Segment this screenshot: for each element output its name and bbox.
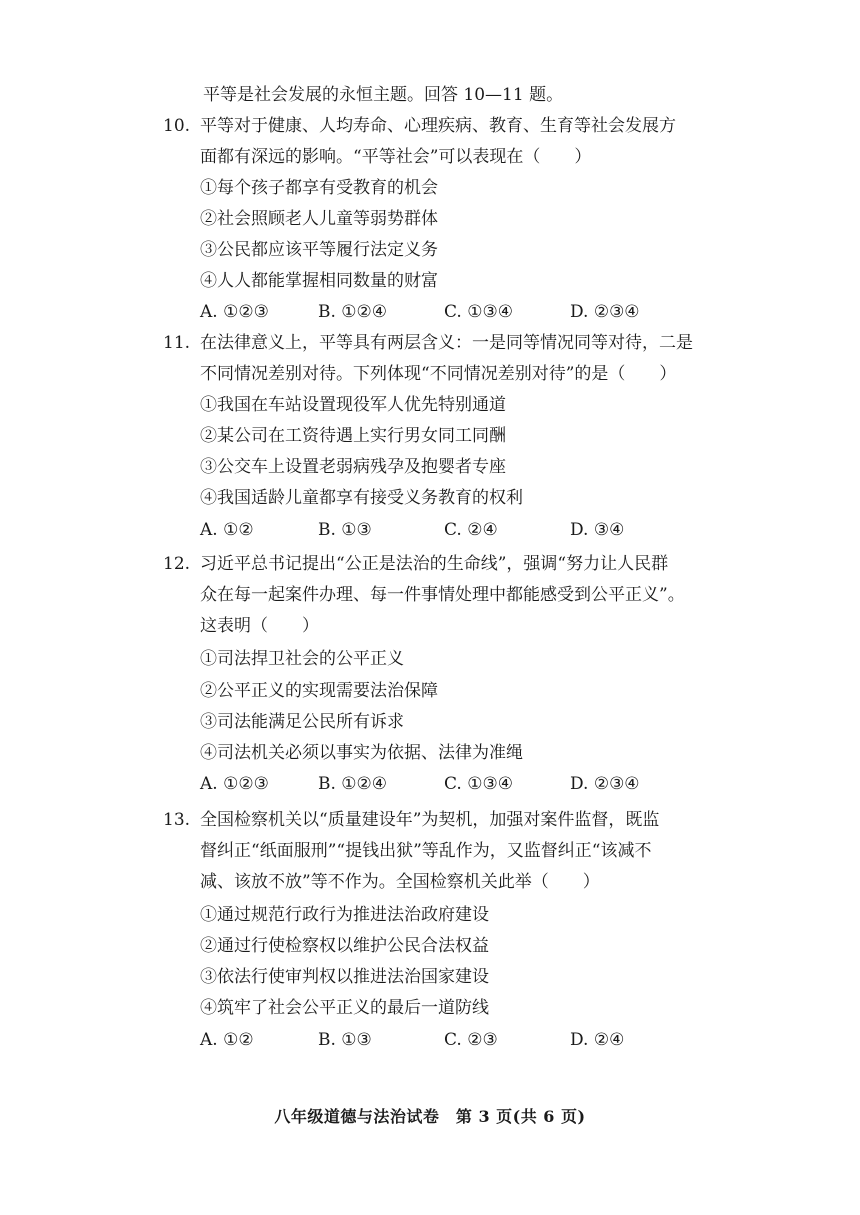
option-d: D. ②③④ <box>570 302 640 322</box>
statement: ①通过规范行政行为推进法治政府建设 <box>200 905 489 925</box>
statement: ②通过行使检察权以维护公民合法权益 <box>200 936 489 956</box>
answer-options <box>0 1029 860 1051</box>
question-stem: 众在每一起案件办理、每一件事情处理中都能感受到公平正义”。 <box>200 585 685 605</box>
statement: ③公民都应该平等履行法定义务 <box>200 240 438 260</box>
statement: ①每个孩子都享有受教育的机会 <box>200 178 438 198</box>
option-b: B. ①③ <box>318 520 372 540</box>
answer-options <box>0 773 860 795</box>
question-stem: 平等对于健康、人均寿命、心理疾病、教育、生育等社会发展方 <box>200 116 676 136</box>
question-stem: 全国检察机关以“质量建设年”为契机，加强对案件监督，既监 <box>200 810 660 830</box>
statement: ④筑牢了社会公平正义的最后一道防线 <box>200 998 489 1018</box>
option-c: C. ①③④ <box>444 302 513 322</box>
option-a: A. ①②③ <box>200 302 269 322</box>
question-stem: 不同情况差别对待。下列体现“不同情况差别对待”的是（ ） <box>200 364 677 384</box>
statement: ④人人都能掌握相同数量的财富 <box>200 271 438 291</box>
option-b: B. ①③ <box>318 1030 372 1050</box>
page-footer: 八年级道德与法治试卷 第 3 页(共 6 页) <box>274 1107 586 1126</box>
question-number: 13. <box>163 810 191 830</box>
option-a: A. ①② <box>200 520 254 540</box>
option-b: B. ①②④ <box>318 302 388 322</box>
option-d: D. ②③④ <box>570 774 640 794</box>
question-number: 10. <box>163 116 191 136</box>
statement: ④我国适龄儿童都享有接受义务教育的权利 <box>200 488 523 508</box>
section-intro: 平等是社会发展的永恒主题。回答 10—11 题。 <box>203 85 564 105</box>
statement: ③司法能满足公民所有诉求 <box>200 712 404 732</box>
question-stem: 在法律意义上，平等具有两层含义：一是同等情况同等对待，二是 <box>200 333 693 353</box>
option-c: C. ②③ <box>444 1030 498 1050</box>
statement: ②某公司在工资待遇上实行男女同工同酬 <box>200 426 506 446</box>
option-d: D. ③④ <box>570 520 625 540</box>
option-b: B. ①②④ <box>318 774 388 794</box>
statement: ④司法机关必须以事实为依据、法律为准绳 <box>200 743 523 763</box>
statement: ③公交车上设置老弱病残孕及抱婴者专座 <box>200 457 506 477</box>
statement: ②公平正义的实现需要法治保障 <box>200 681 438 701</box>
question-number: 12. <box>163 554 191 574</box>
question-stem: 习近平总书记提出“公正是法治的生命线”，强调“努力让人民群 <box>200 554 669 574</box>
statement: ②社会照顾老人儿童等弱势群体 <box>200 209 438 229</box>
option-c: C. ②④ <box>444 520 498 540</box>
statement: ①司法捍卫社会的公平正义 <box>200 649 404 669</box>
question-stem: 面都有深远的影响。“平等社会”可以表现在（ ） <box>200 147 592 167</box>
option-c: C. ①③④ <box>444 774 513 794</box>
question-number: 11. <box>163 333 191 353</box>
question-stem: 减、该放不放”等不作为。全国检察机关此举（ ） <box>200 872 600 892</box>
statement: ③依法行使审判权以推进法治国家建设 <box>200 967 489 987</box>
option-d: D. ②④ <box>570 1030 625 1050</box>
answer-options <box>0 301 860 323</box>
option-a: A. ①②③ <box>200 774 269 794</box>
statement: ①我国在车站设置现役军人优先特别通道 <box>200 395 506 415</box>
question-stem: 督纠正“纸面服刑”“提钱出狱”等乱作为，又监督纠正“该减不 <box>200 841 652 861</box>
answer-options <box>0 519 860 541</box>
option-a: A. ①② <box>200 1030 254 1050</box>
question-stem: 这表明（ ） <box>200 616 319 636</box>
